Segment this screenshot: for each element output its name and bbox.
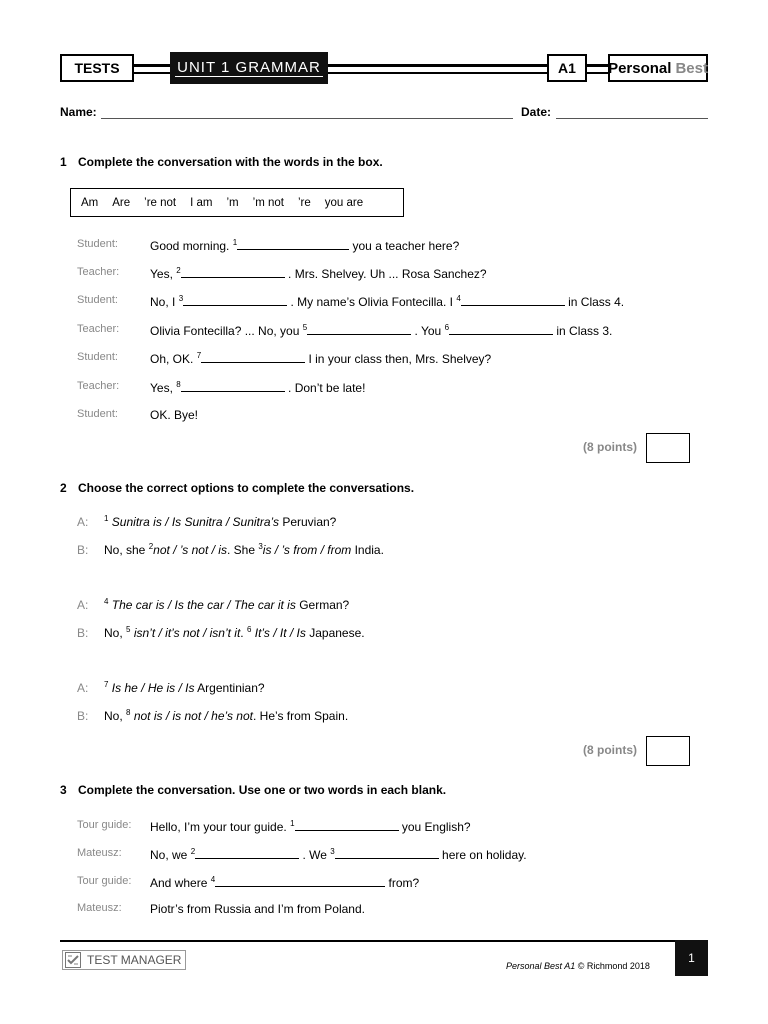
word-box-item: ’m not <box>252 196 284 209</box>
answer-blank[interactable] <box>295 819 399 831</box>
word-box-item: Are <box>112 196 131 209</box>
points-label: (8 points) <box>583 440 637 454</box>
word-box-item: I am <box>190 196 213 209</box>
word-box-item: Am <box>81 196 99 209</box>
answer-options[interactable]: isn’t / it’s not / isn’t it <box>133 626 241 640</box>
date-field[interactable] <box>556 118 708 119</box>
answer-blank[interactable] <box>201 351 305 363</box>
answer-blank[interactable] <box>181 380 285 392</box>
question-1-heading: 1 Complete the conversation with the words in the box. <box>60 155 383 169</box>
answer-blank[interactable] <box>215 875 385 887</box>
level-tag: A1 <box>547 54 587 82</box>
answer-options[interactable]: not / ’s not / is <box>153 543 227 557</box>
speaker-label: Student: <box>77 408 118 420</box>
speaker-label: Student: <box>77 238 118 250</box>
question-3-heading: 3 Complete the conversation. Use one or two words in each blank. <box>60 783 447 797</box>
speaker-label: Tour guide: <box>77 819 132 831</box>
date-label: Date: <box>521 105 552 119</box>
points-label: (8 points) <box>583 743 637 757</box>
word-box-item: ’re <box>297 196 311 209</box>
speaker-label: A: <box>77 598 89 612</box>
speaker-label: Teacher: <box>77 380 120 392</box>
test-manager-logo: TEST MANAGER <box>62 950 186 970</box>
answer-blank[interactable] <box>449 323 553 335</box>
speaker-label: A: <box>77 515 89 529</box>
answer-blank[interactable] <box>195 847 299 859</box>
word-box-item: ’re not <box>144 196 177 209</box>
test-manager-icon <box>65 952 81 968</box>
name-label: Name: <box>60 105 97 119</box>
answer-options[interactable]: is / ’s from / from <box>262 543 352 557</box>
answer-options[interactable]: Is he / He is / Is <box>111 681 195 695</box>
score-box[interactable] <box>646 736 690 766</box>
speaker-label: Student: <box>77 294 118 306</box>
question-2-heading: 2 Choose the correct options to complete the conversations. <box>60 481 415 495</box>
speaker-label: Mateusz: <box>77 902 122 914</box>
page-number: 1 <box>675 940 708 976</box>
word-box-item: ’m <box>226 196 239 209</box>
speaker-label: A: <box>77 681 89 695</box>
unit-title: UNIT 1 GRAMMAR <box>170 52 328 84</box>
answer-options[interactable]: not is / is not / he’s not <box>133 709 253 723</box>
speaker-label: B: <box>77 543 89 557</box>
answer-options[interactable]: Sunitra is / Is Sunitra / Sunitra’s <box>111 515 279 529</box>
footer-rule <box>60 940 708 942</box>
answer-blank[interactable] <box>181 266 285 278</box>
tests-tag: TESTS <box>60 54 134 82</box>
word-box-item: you are <box>324 196 364 209</box>
speaker-label: B: <box>77 626 89 640</box>
answer-options[interactable]: It’s / It / Is <box>254 626 306 640</box>
answer-blank[interactable] <box>461 294 565 306</box>
answer-blank[interactable] <box>237 238 349 250</box>
answer-blank[interactable] <box>183 294 287 306</box>
speaker-label: Tour guide: <box>77 875 132 887</box>
copyright: Personal Best A1 © Richmond 2018 <box>506 961 650 971</box>
brand-logo: Personal Best <box>608 54 708 82</box>
name-field[interactable] <box>101 118 513 119</box>
answer-blank[interactable] <box>335 847 439 859</box>
word-box <box>70 188 404 217</box>
answer-options[interactable]: The car is / Is the car / The car it is <box>111 598 296 612</box>
score-box[interactable] <box>646 433 690 463</box>
speaker-label: Mateusz: <box>77 847 122 859</box>
speaker-label: Teacher: <box>77 266 120 278</box>
speaker-label: Student: <box>77 351 118 363</box>
answer-blank[interactable] <box>307 323 411 335</box>
speaker-label: B: <box>77 709 89 723</box>
speaker-label: Teacher: <box>77 323 120 335</box>
